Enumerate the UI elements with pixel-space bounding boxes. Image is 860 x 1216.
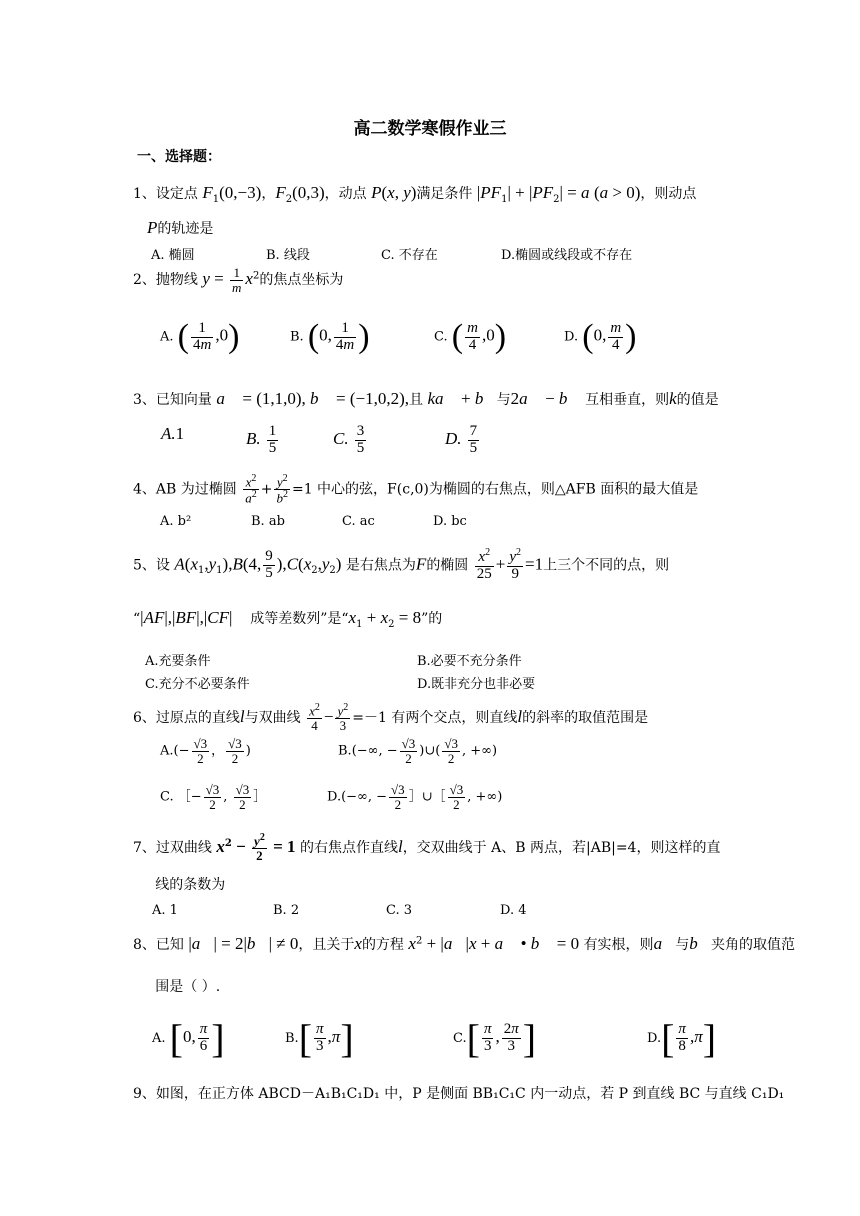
q3-option-d: D. $\frac{7}{5}$ [445, 423, 478, 456]
question-2: 2、抛物线 y = $\frac{1}{m}$ $x^2$的焦点坐标为 [133, 265, 344, 295]
q2-option-a: A. ( $\frac{1}{4m}$ ,0) [160, 318, 240, 355]
q1-option-b: B. 线段 [266, 248, 310, 263]
q2-option-b: B. (0, $\frac{1}{4m}$ ) [290, 318, 370, 355]
q7-option-c: C. 3 [386, 903, 413, 918]
q2-option-c: C. ( $\frac{m}{4}$ ,0) [434, 318, 507, 355]
question-8: 8、已知 |a⃗| = 2|b⃗| ≠ 0，且关于x的方程 $x^2$ + |a⃗|x + a⃗ • b⃗ = 0 有实根，则a⃗与b⃗夹角的取值范 [133, 934, 796, 953]
question-4: 4、AB 为过椭圆 $\frac{x^2}{a^2}$ + $\frac{y^2}{b^2}$ =1 中心的弦，F(c,0)为椭圆的右焦点，则△AFB 面积的最大值是 [133, 473, 699, 506]
question-5: 5、设 $A(x_1,y_1),B(4$, $\frac{9}{5}$ )$,C(x_2,y_2)$ 是右焦点为F的椭圆 $\frac{x^2}{25}$ + $\frac{y^2}{9}$ =1上三个不同的点，则 [133, 547, 670, 582]
q4-option-c: C. ac [342, 514, 375, 529]
q3-option-a: A.1 [161, 424, 185, 443]
question-6: 6、过原点的直线l与双曲线 $\frac{x^2}{4}$ − $\frac{y^2}{3}$ =－1 有两个交点，则直线l的斜率的取值范围是 [133, 702, 649, 733]
q8-option-b: B.[ $\frac{\pi}{3}$ ,π] [285, 1016, 354, 1061]
q4-option-a: A. b² [160, 514, 192, 529]
q8-option-d: D.[ $\frac{\pi}{8}$ ,π] [647, 1016, 717, 1061]
q4-option-d: D. bc [433, 514, 467, 529]
q6-option-b: B.(−∞, − $\frac{√3}{2}$ )∪( $\frac{√3}{2}$ , +∞) [338, 736, 498, 766]
question-7: 7、过双曲线 $x^2$ − $\frac{y^2}{2}$ = 1 的右焦点作直线l，交双曲线于 A、B 两点，若|AB|=4，则这样的直 [133, 832, 721, 863]
question-8-line2: 围是（ ）. [155, 979, 221, 995]
q3-option-b: B. $\frac{1}{5}$ [246, 423, 277, 456]
q6-option-a: A.(− $\frac{√3}{2}$ ， $\frac{√3}{2}$ ) [160, 736, 251, 766]
question-3: 3、已知向量 a⃗ = (1,1,0), b⃗ = (−1,0,2),且 ka⃗ + b⃗与2a⃗ − b⃗ 互相垂直，则k的值是 [133, 389, 719, 408]
q5-option-b: B.必要不充分条件 [417, 654, 522, 669]
q8-option-c: C.[ $\frac{\pi}{3}$ , $\frac{2\pi}{3}$ ] [453, 1016, 537, 1061]
q7-option-b: B. 2 [273, 903, 300, 918]
q4-option-b: B. ab [251, 514, 285, 529]
q6-option-d: D.(−∞, − $\frac{√3}{2}$ ］∪［ $\frac{√3}{2}$ , +∞) [327, 782, 503, 812]
question-7-line2: 线的条数为 [155, 877, 226, 893]
question-1: 1、设定点 $F_1(0,-3)$，$F_2(0,3)$，动点 P(x, y)满足条件 $|PF_1| + |PF_2| = a$ (a > 0)，则动点 [133, 183, 697, 205]
question-5-line2: “|AF|,|BF|,|CF| 成等差数列”是“$x_1 + x_2 = 8$”的 [133, 608, 443, 630]
q6-option-c: C. ［− $\frac{√3}{2}$ , $\frac{√3}{2}$ ］ [160, 782, 267, 812]
q1-option-d: D.椭圆或线段或不存在 [501, 248, 633, 263]
q1-option-c: C. 不存在 [381, 248, 438, 263]
q1-option-a: A. 椭圆 [151, 248, 195, 263]
q8-option-a: A. [0, $\frac{\pi}{6}$ ] [152, 1016, 225, 1061]
section-heading: 一、选择题： [137, 149, 221, 165]
q7-option-a: A. 1 [152, 903, 178, 918]
question-1-line2: P的轨迹是 [147, 218, 214, 237]
question-9: 9、如图，在正方体 ABCD－A₁B₁C₁D₁ 中，P 是侧面 BB₁C₁C 内一动点，若 P 到直线 BC 与直线 C₁D₁ [133, 1086, 785, 1102]
q5-option-a: A.充要条件 [145, 654, 211, 669]
page-title: 高二数学寒假作业三 [353, 119, 507, 139]
q5-option-c: C.充分不必要条件 [145, 677, 250, 692]
q2-option-d: D. (0, $\frac{m}{4}$ ) [564, 318, 637, 355]
q3-option-c: C. $\frac{3}{5}$ [333, 423, 365, 456]
q7-option-d: D. 4 [500, 903, 527, 918]
q5-option-d: D.既非充分也非必要 [417, 677, 536, 692]
